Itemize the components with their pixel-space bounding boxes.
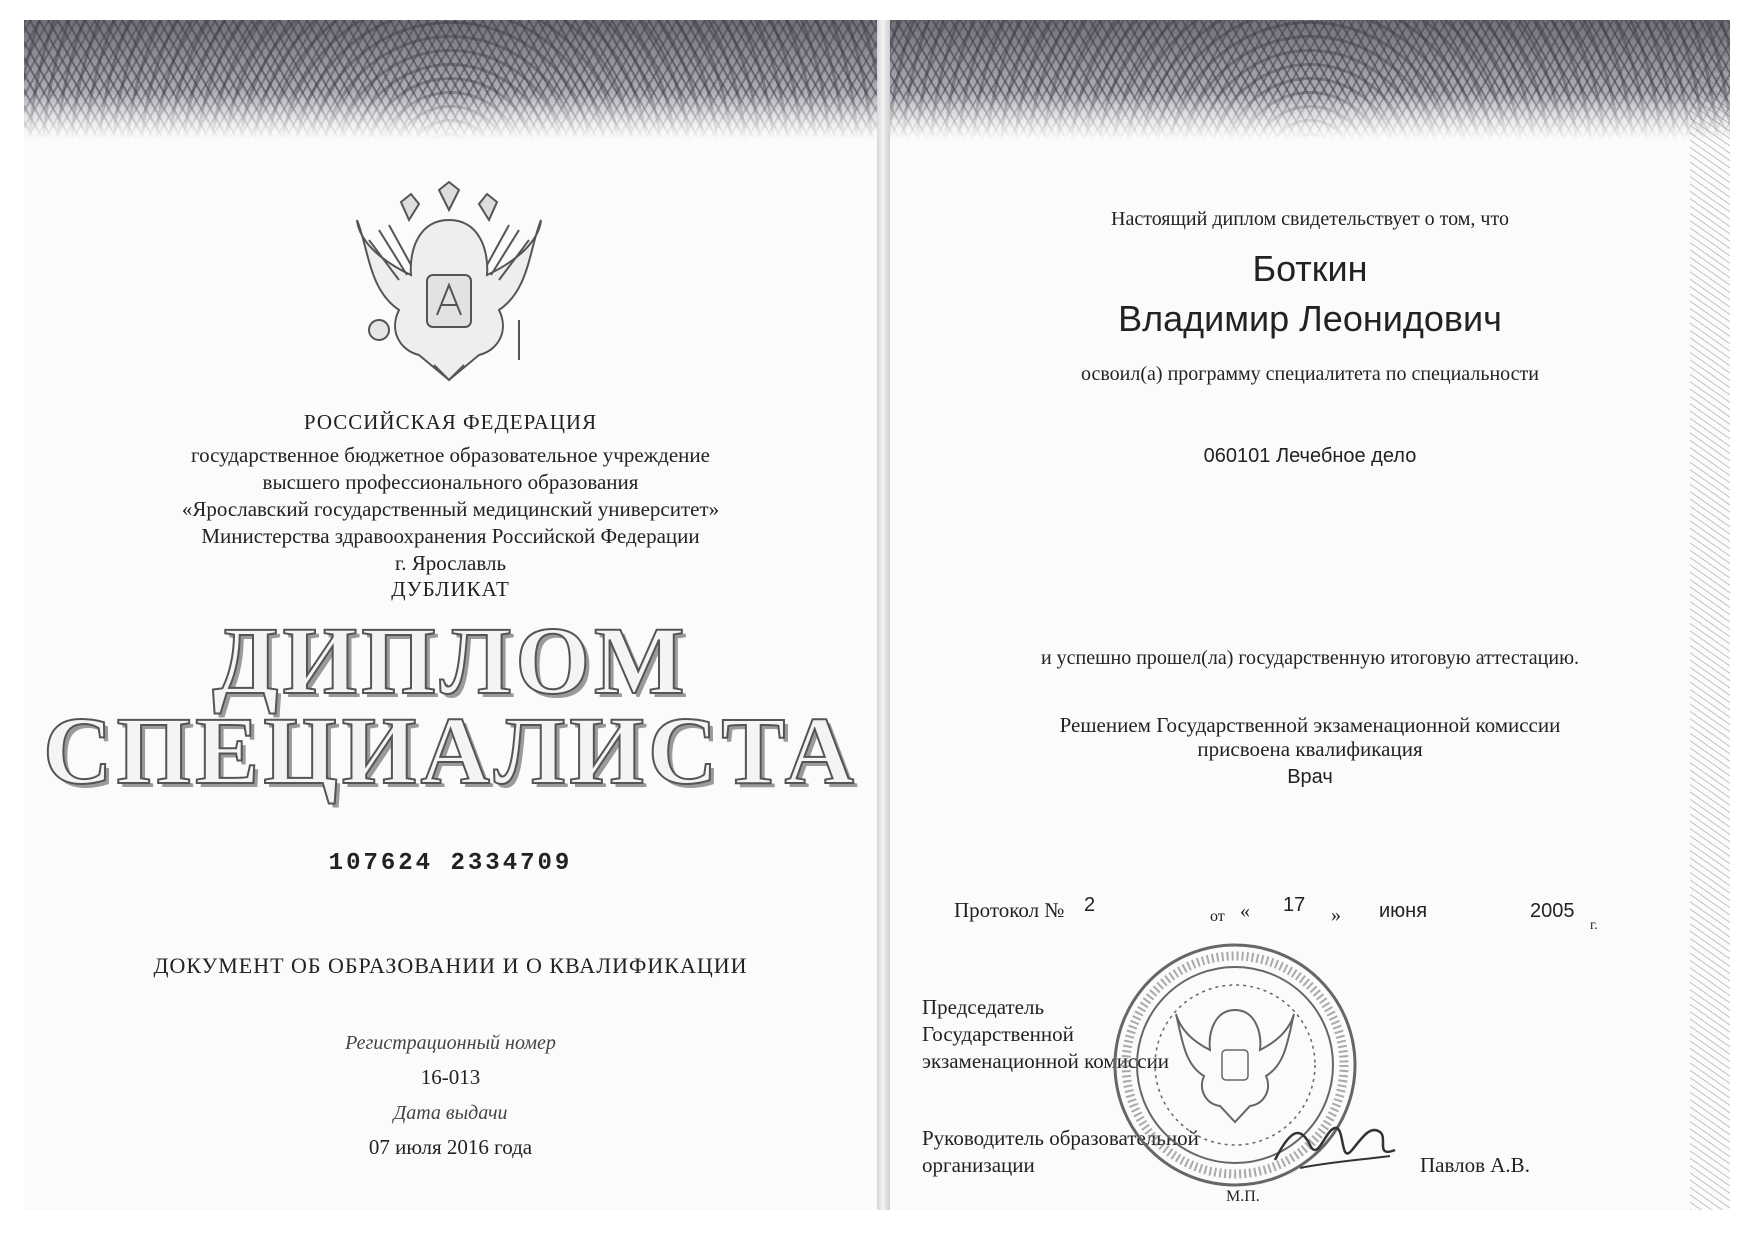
country-name: РОССИЙСКАЯ ФЕДЕРАЦИЯ [303, 410, 598, 434]
graduate-surname: Боткин [1252, 248, 1368, 289]
issue-date: 07 июля 2016 года [368, 1135, 533, 1159]
document-type: ДОКУМЕНТ ОБ ОБРАЗОВАНИИ И О КВАЛИФИКАЦИИ [153, 953, 748, 978]
intro-text: Настоящий диплом свидетельствует о том, что [1111, 208, 1509, 230]
graduate-name: Владимир Леонидович [1118, 298, 1502, 339]
protocol-label: Протокол № [954, 898, 1065, 922]
head-title: организации [922, 1153, 1035, 1177]
signature-icon [1270, 1110, 1400, 1180]
protocol-quote-close: » [1331, 904, 1341, 926]
diploma-title: ДИПЛОМ [212, 607, 689, 714]
russian-coat-of-arms-icon [349, 180, 549, 390]
specialty: 060101 Лечебное дело [1203, 445, 1417, 467]
seal-mark: М.П. [1226, 1188, 1260, 1205]
diploma-cover-page [24, 20, 878, 1210]
booklet-spine [877, 20, 890, 1210]
head-title: Руководитель образовательной [922, 1126, 1199, 1150]
institution-line: «Ярославский государственный медицинский университет» [181, 497, 720, 521]
protocol-number: 2 [1084, 894, 1096, 916]
protocol-day: 17 [1283, 894, 1306, 916]
program-text: освоил(а) программу специалитета по специальности [1081, 363, 1539, 385]
diploma-content-page [890, 20, 1730, 1210]
protocol-quote-open: « [1240, 900, 1250, 922]
registration-label: Регистрационный номер [345, 1032, 556, 1054]
chairman-title: Государственной [922, 1022, 1074, 1046]
protocol-year: 2005 [1530, 900, 1575, 922]
issue-date-label: Дата выдачи [393, 1102, 508, 1124]
decision-text: присвоена квалификация [1197, 737, 1423, 761]
chairman-title: экзаменационной комиссии [922, 1049, 1170, 1073]
qualification: Врач [1287, 766, 1333, 788]
attestation-text: и успешно прошел(ла) государственную итоговую аттестацию. [1040, 647, 1580, 669]
institution-line: Министерства здравоохранения Российской Федерации [201, 524, 700, 548]
serial-number: 107624 2334709 [328, 850, 573, 877]
institution-line: высшего профессионального образования [262, 470, 639, 494]
institution-city: г. Ярославль [394, 551, 507, 575]
institution-line: государственное бюджетное образовательное учреждение [191, 443, 710, 467]
decision-text: Решением Государственной экзаменационной комиссии [1059, 713, 1561, 737]
security-pattern-edge [1690, 20, 1730, 1210]
protocol-month: июня [1379, 900, 1428, 922]
chairman-title: Председатель [922, 995, 1045, 1019]
registration-number: 16-013 [420, 1065, 481, 1089]
protocol-from: от [1210, 908, 1225, 925]
head-name: Павлов А.В. [1420, 1153, 1530, 1177]
protocol-year-suffix: г. [1590, 918, 1598, 933]
duplicate-mark: ДУБЛИКАТ [391, 577, 510, 601]
diploma-subtitle: СПЕЦИАЛИСТА [43, 697, 858, 804]
